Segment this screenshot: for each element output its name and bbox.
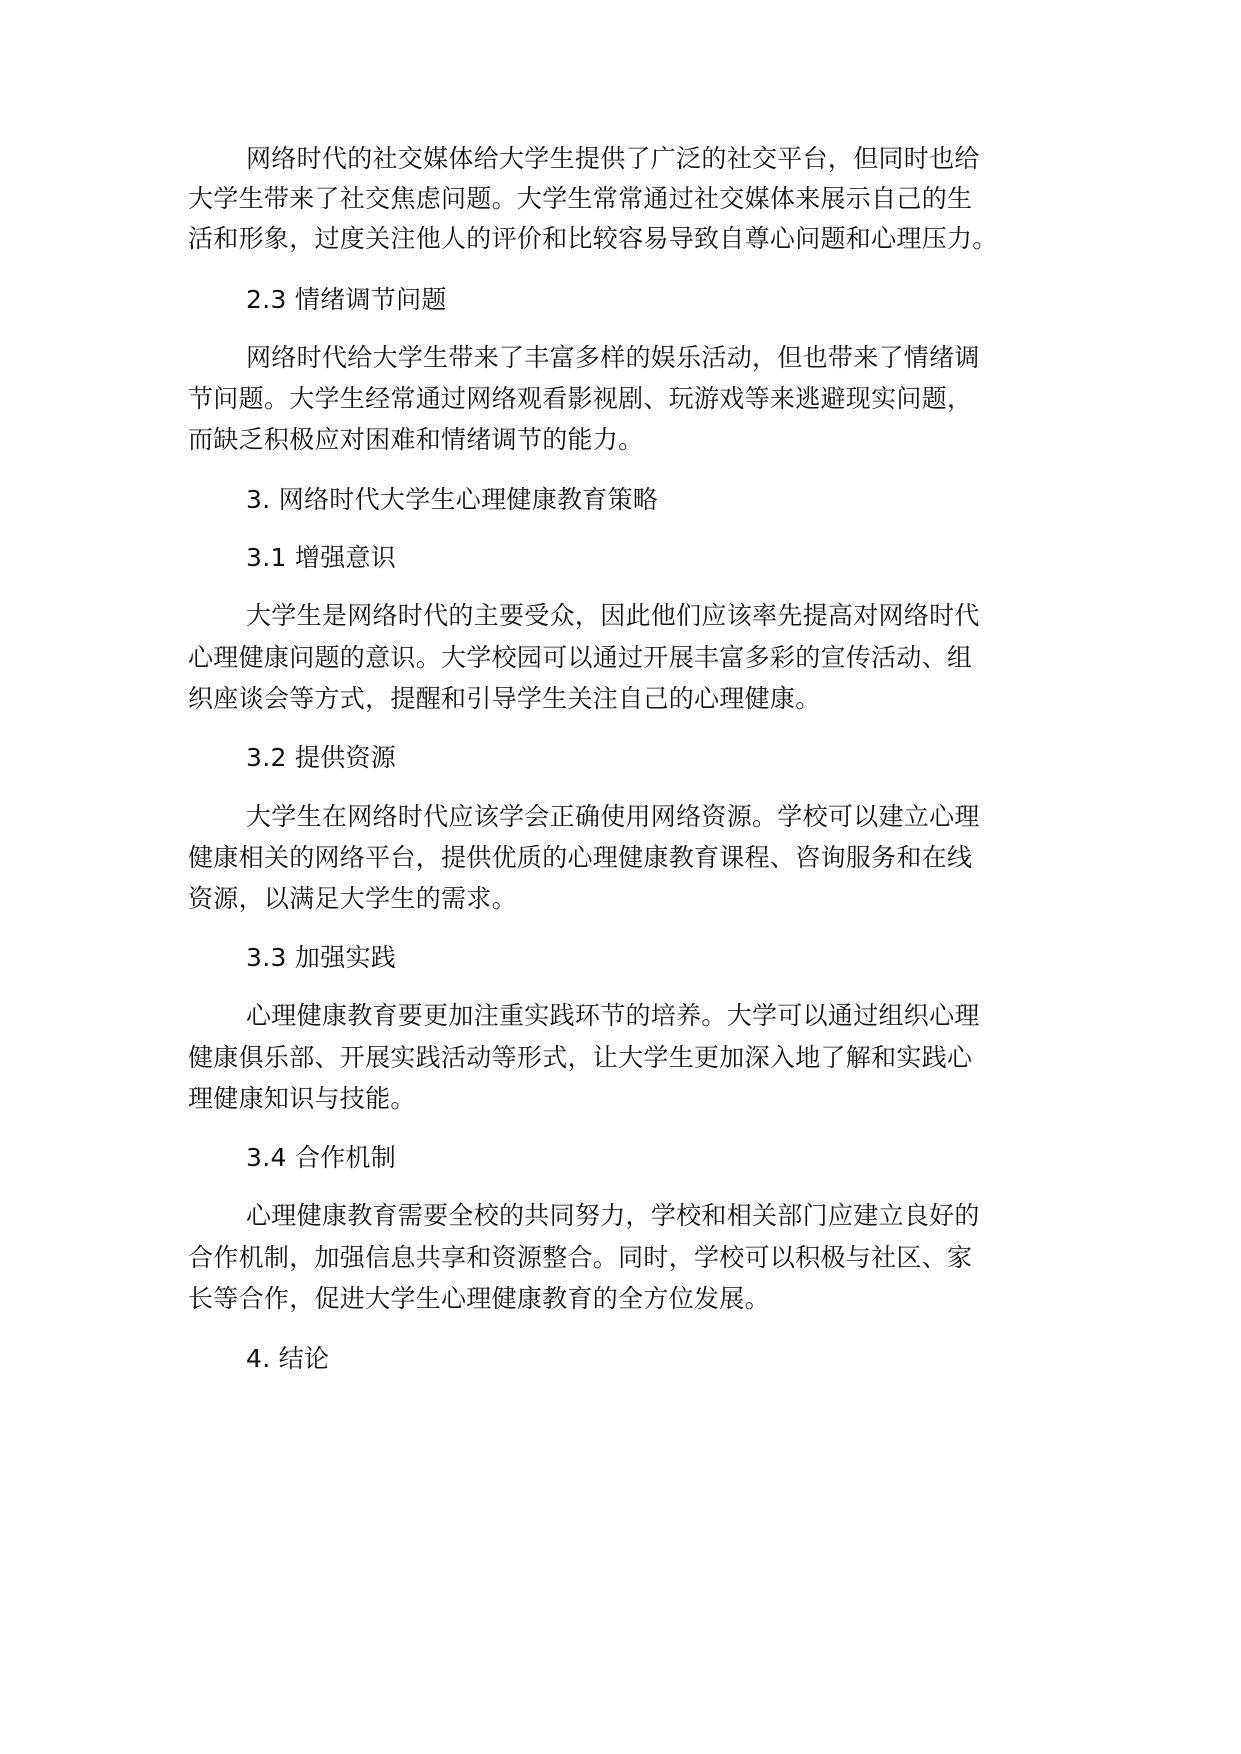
paragraph-line: 节问题。大学生经常通过网络观看影视剧、玩游戏等来逃避现实问题， — [188, 384, 973, 413]
section-heading-3: 3. 网络时代大学生心理健康教育策略 — [246, 485, 659, 514]
section-heading-3-3: 3.3 加强实践 — [246, 943, 397, 972]
paragraph-line: 而缺乏积极应对困难和情绪调节的能力。 — [188, 425, 644, 454]
section-heading-3-2: 3.2 提供资源 — [246, 743, 397, 772]
paragraph-line: 资源，以满足大学生的需求。 — [188, 884, 517, 913]
paragraph-line: 合作机制，加强信息共享和资源整合。同时，学校可以积极与社区、家 — [188, 1243, 973, 1272]
paragraph-line: 健康相关的网络平台，提供优质的心理健康教育课程、咨询服务和在线 — [188, 843, 973, 872]
paragraph-line: 健康俱乐部、开展实践活动等形式，让大学生更加深入地了解和实践心 — [188, 1043, 973, 1072]
section-heading-3-1: 3.1 增强意识 — [246, 543, 397, 572]
section-heading-2-3: 2.3 情绪调节问题 — [246, 285, 447, 314]
paragraph-line: 活和形象，过度关注他人的评价和比较容易导致自尊心问题和心理压力。 — [188, 224, 998, 253]
paragraph-line: 大学生是网络时代的主要受众，因此他们应该率先提高对网络时代 — [246, 601, 980, 630]
paragraph-line: 织座谈会等方式，提醒和引导学生关注自己的心理健康。 — [188, 684, 821, 713]
paragraph-line: 大学生在网络时代应该学会正确使用网络资源。学校可以建立心理 — [246, 802, 980, 831]
paragraph-line: 大学生带来了社交焦虑问题。大学生常常通过社交媒体来展示自己的生 — [188, 184, 973, 213]
paragraph-line: 心理健康问题的意识。大学校园可以通过开展丰富多彩的宣传活动、组 — [188, 643, 973, 672]
section-heading-3-4: 3.4 合作机制 — [246, 1143, 397, 1172]
section-heading-4: 4. 结论 — [246, 1344, 330, 1373]
paragraph-line: 网络时代给大学生带来了丰富多样的娱乐活动，但也带来了情绪调 — [246, 343, 980, 372]
paragraph-line: 网络时代的社交媒体给大学生提供了广泛的社交平台，但同时也给 — [246, 144, 980, 173]
paragraph-line: 理健康知识与技能。 — [188, 1084, 416, 1113]
paragraph-line: 心理健康教育要更加注重实践环节的培养。大学可以通过组织心理 — [246, 1001, 980, 1030]
paragraph-line: 心理健康教育需要全校的共同努力，学校和相关部门应建立良好的 — [246, 1201, 980, 1230]
paragraph-line: 长等合作，促进大学生心理健康教育的全方位发展。 — [188, 1284, 770, 1313]
